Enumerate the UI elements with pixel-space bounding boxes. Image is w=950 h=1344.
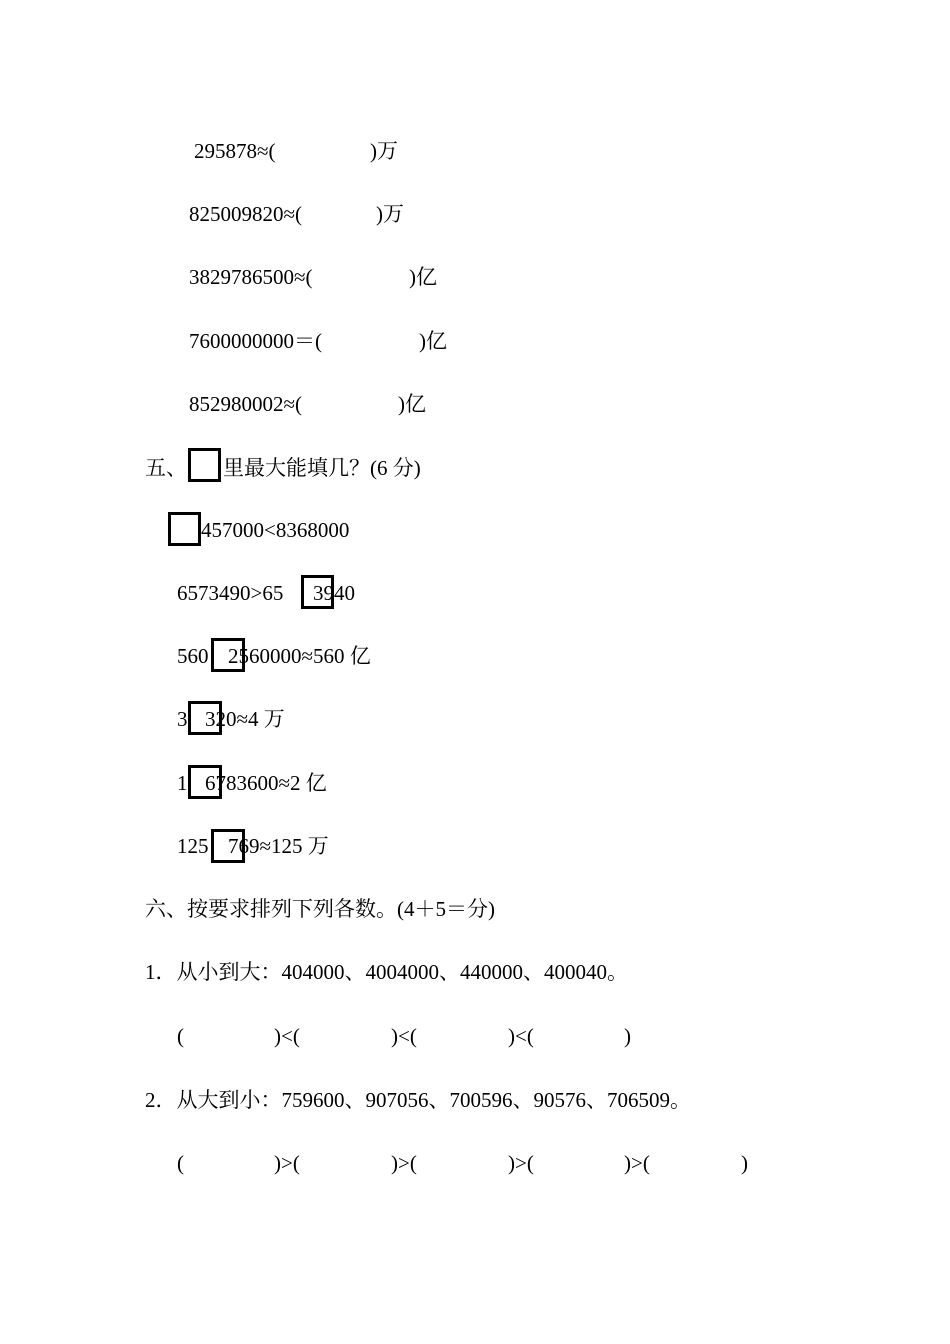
item-before: 125 <box>177 834 209 858</box>
approx-close: )亿 <box>398 392 426 416</box>
blank-part: ( <box>177 1024 184 1048</box>
blank-part: )>( <box>274 1151 300 1175</box>
blank-part: )>( <box>624 1151 650 1175</box>
answer-box[interactable] <box>188 701 222 735</box>
item-before: 1 <box>177 771 188 795</box>
answer-box[interactable] <box>301 575 334 609</box>
question-1: 1．从小到大：404000、4004000、440000、400040。 <box>145 960 628 984</box>
blank-part: ( <box>177 1151 184 1175</box>
item-after: 769≈125 万 <box>228 834 329 858</box>
answer-box[interactable] <box>168 512 201 546</box>
blank-part: ) <box>624 1024 631 1048</box>
blank-part: )<( <box>508 1024 534 1048</box>
approx-number: 825009820≈( <box>189 202 303 226</box>
approx-close: )亿 <box>419 329 447 353</box>
item-before: 6573490>65 <box>177 581 284 605</box>
blank-part: ) <box>741 1151 748 1175</box>
item-after: 320≈4 万 <box>205 707 285 731</box>
item-after: 457000<8368000 <box>201 518 350 542</box>
blank-part: )>( <box>391 1151 417 1175</box>
blank-part: )<( <box>274 1024 300 1048</box>
item-after: 6783600≈2 亿 <box>205 771 327 795</box>
approx-number: 7600000000＝( <box>189 329 322 353</box>
item-after: 2560000≈560 亿 <box>228 644 371 668</box>
section-6-title: 六、按要求排列下列各数。(4＋5＝分) <box>145 897 495 921</box>
item-before: 560 <box>177 644 209 668</box>
blank-part: )>( <box>508 1151 534 1175</box>
approx-close: )万 <box>376 202 404 226</box>
blank-part: )<( <box>391 1024 417 1048</box>
approx-close: )万 <box>370 139 398 163</box>
answer-box[interactable] <box>211 829 245 863</box>
question-2: 2．从大到小：759600、907056、700596、90576、706509。 <box>145 1088 691 1112</box>
approx-number: 295878≈( <box>194 139 276 163</box>
answer-box[interactable] <box>211 638 245 672</box>
approx-number: 852980002≈( <box>189 392 303 416</box>
approx-number: 3829786500≈( <box>189 265 313 289</box>
approx-close: )亿 <box>409 265 437 289</box>
section-5-prefix: 五、 <box>145 456 187 480</box>
section-5-title: 里最大能填几？(6 分) <box>223 456 421 480</box>
title-answer-box <box>188 448 221 482</box>
item-after: 3940 <box>313 581 355 605</box>
answer-box[interactable] <box>188 765 222 799</box>
item-before: 3 <box>177 707 188 731</box>
